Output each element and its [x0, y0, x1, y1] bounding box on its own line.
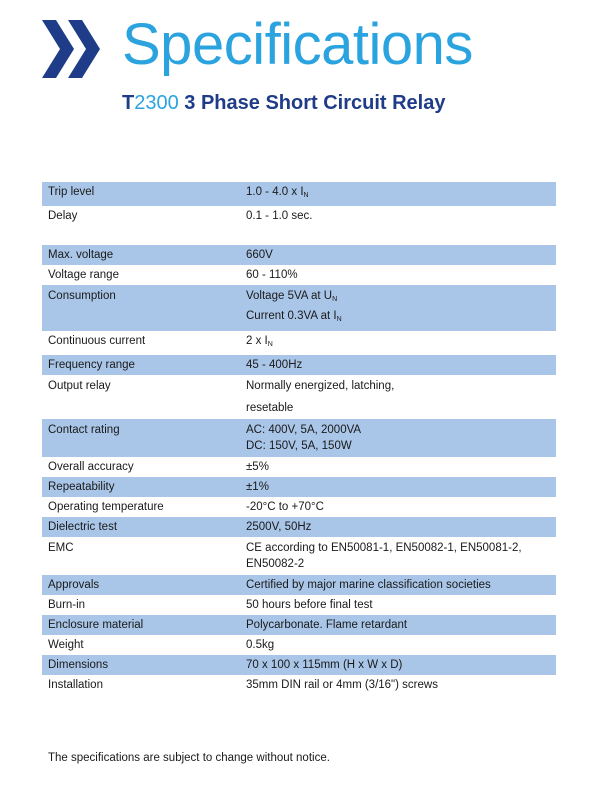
spec-label: Max. voltage — [42, 245, 240, 265]
spec-value: 60 - 110% — [246, 269, 298, 281]
spec-label: Repeatability — [42, 477, 240, 497]
spec-value: CE according to EN50081-1, EN50082-1, EN50081-2, EN50082-2 — [246, 542, 522, 570]
spec-value: Certified by major marine classification societies — [240, 575, 556, 595]
spec-row-voltage-range — [42, 265, 556, 285]
spec-label: Voltage range — [48, 269, 119, 281]
page-title: Specifications — [122, 12, 473, 77]
spec-label: Approvals — [42, 575, 240, 595]
spec-label: Trip level — [42, 182, 240, 206]
spec-label: Consumption — [42, 285, 240, 331]
page-subtitle — [122, 90, 445, 116]
spec-row-approvals — [42, 575, 556, 595]
spec-label: Dimensions — [42, 655, 240, 675]
spec-row-burn-in — [42, 595, 556, 615]
spec-value: 45 - 400Hz — [240, 355, 556, 375]
spec-label: Dielectric test — [42, 517, 240, 537]
double-chevron-logo-icon — [38, 14, 108, 84]
spec-row-overall-accuracy — [42, 457, 556, 477]
spec-value: 50 hours before final test — [246, 599, 373, 611]
spec-row-frequency-range — [42, 355, 556, 375]
spec-value: ±5% — [246, 461, 269, 473]
spec-label: Installation — [48, 679, 103, 691]
spec-value: AC: 400V, 5A, 2000VA DC: 150V, 5A, 150W — [240, 419, 556, 457]
spec-value: 2500V, 50Hz — [240, 517, 556, 537]
spec-value: 1.0 - 4.0 x $I_N$ — [240, 182, 556, 206]
spec-value: 660V — [240, 245, 556, 265]
spec-label: Output relay — [48, 380, 111, 392]
spec-value: 70 x 100 x 115mm (H x W x D) — [240, 655, 556, 675]
spec-label: Contact rating — [42, 419, 240, 457]
spec-row-delay — [42, 206, 556, 226]
spec-label: Overall accuracy — [48, 461, 134, 473]
spec-row-dielectric-test — [42, 517, 556, 537]
spec-row-trip-level — [42, 182, 556, 206]
spec-row-installation — [42, 675, 556, 695]
spec-row-continuous-current — [42, 331, 556, 355]
spec-row-consumption — [42, 285, 556, 331]
spec-row-contact-rating — [42, 419, 556, 457]
spec-row-output-relay — [42, 375, 556, 419]
spec-label: Enclosure material — [42, 615, 240, 635]
spec-row-dimensions — [42, 655, 556, 675]
spec-value: Polycarbonate. Flame retardant — [240, 615, 556, 635]
spec-row-weight — [42, 635, 556, 655]
spec-value: Voltage 5VA at $U_N$ Current 0.3VA at $I_N$ — [240, 285, 556, 331]
subtitle-model-number: 2300 — [134, 92, 179, 114]
spec-row-enclosure-material — [42, 615, 556, 635]
spec-value: 35mm DIN rail or 4mm (3/16") screws — [246, 679, 438, 691]
spec-row-emc — [42, 537, 556, 575]
spec-label: EMC — [48, 542, 74, 554]
spec-label: Continuous current — [48, 335, 146, 347]
specifications-table — [42, 182, 556, 695]
spec-row-repeatability — [42, 477, 556, 497]
spec-value: 0.5kg — [246, 639, 275, 651]
spec-label: Frequency range — [42, 355, 240, 375]
spec-label: Burn-in — [48, 599, 86, 611]
spec-value: 0.1 - 1.0 sec. — [246, 210, 313, 222]
spec-value: ±1% — [240, 477, 556, 497]
spec-label: Operating temperature — [48, 501, 164, 513]
spec-label: Delay — [48, 210, 78, 222]
spec-value: 2 x $I_N$ — [246, 335, 273, 348]
spec-row-max-voltage — [42, 245, 556, 265]
subtitle-product-name: 3 Phase Short Circuit Relay — [178, 92, 446, 114]
spec-row-operating-temperature — [42, 497, 556, 517]
spec-spacer — [42, 226, 556, 245]
spec-value: Normally energized, latching, resetable — [246, 380, 395, 414]
subtitle-model-prefix: T — [122, 92, 135, 114]
footer-note: The specifications are subject to change without notice. — [48, 752, 330, 764]
spec-value: -20°C to +70°C — [246, 501, 324, 513]
spec-label: Weight — [48, 639, 84, 651]
